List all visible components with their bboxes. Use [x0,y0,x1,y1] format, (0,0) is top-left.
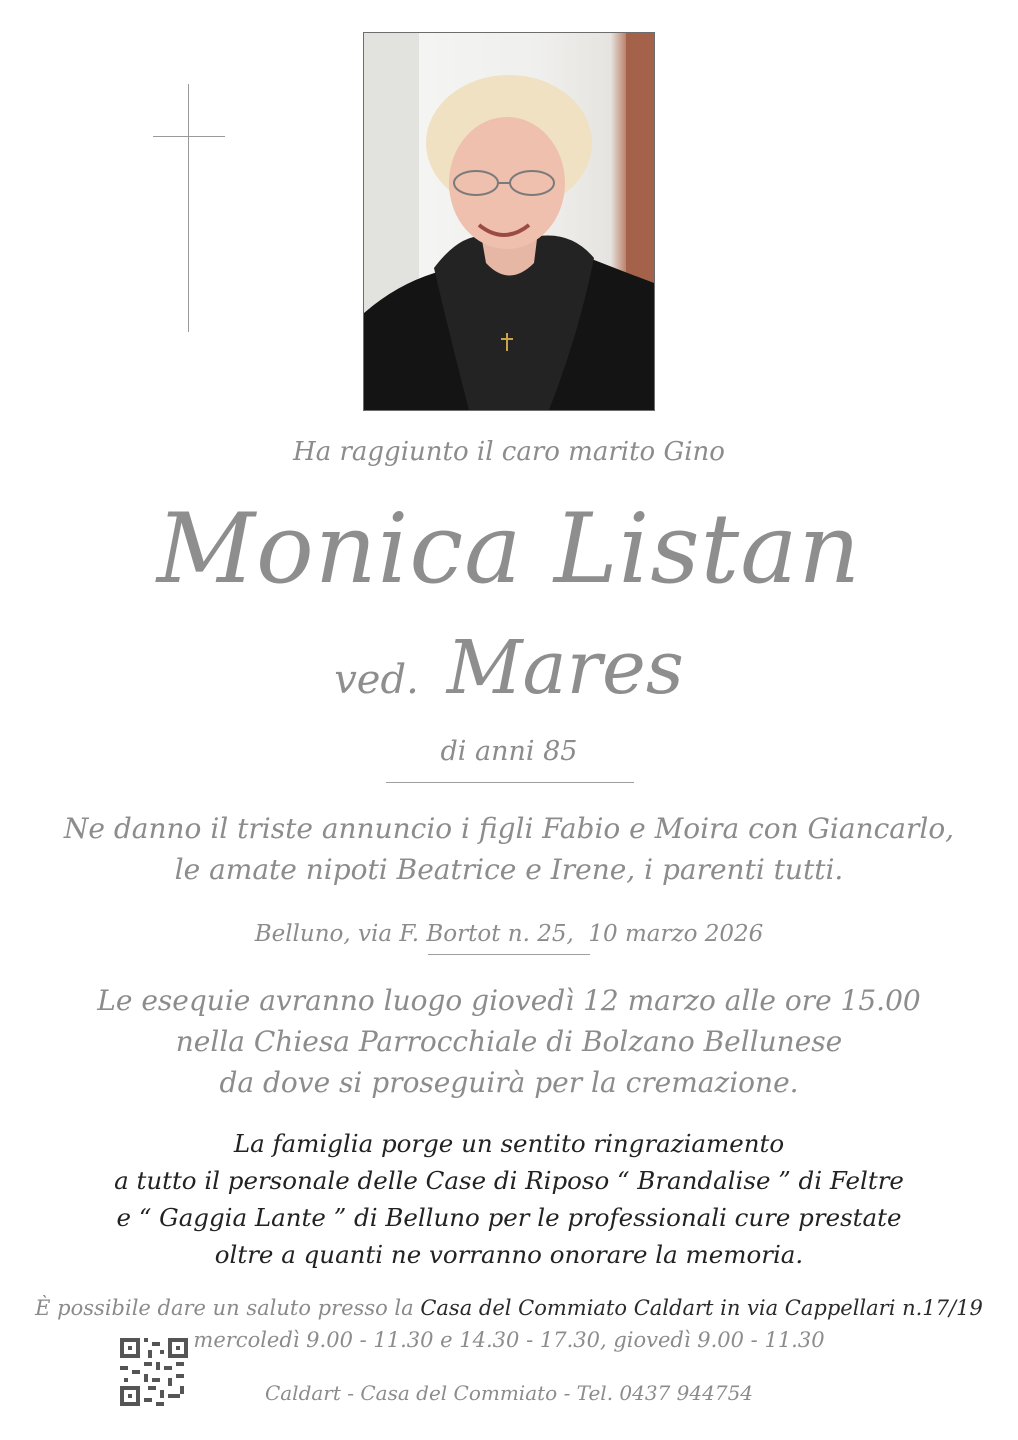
thanks-line: e “ Gaggia Lante ” di Belluno per le professionali cure prestate [116,1203,902,1232]
cross-vertical-bar [188,84,189,332]
announcement-line: Ne danno il triste annuncio i figli Fabio e Moira con Giancarlo, [63,812,955,845]
funeral-line: Le esequie avranno luogo giovedì 12 marzo alle ore 15.00 [97,984,921,1017]
deceased-name: Monica Listan [156,493,862,605]
visit-location: Casa del Commiato Caldart in via Cappellari n.17/19 [420,1296,983,1320]
intro-text: Ha raggiunto il caro marito Gino [293,437,725,467]
place-date: Belluno, via F. Bortot n. 25, 10 marzo 2026 [254,921,764,947]
widow-prefix: ved. [334,657,419,703]
announcement-block [0,808,1018,890]
announcement-line: le amate nipoti Beatrice e Irene, i parenti tutti. [174,853,844,886]
divider-rule [386,782,634,783]
thanks-line: a tutto il personale delle Case di Riposo “ Brandalise ” di Feltre [114,1166,904,1195]
visit-intro: È possibile dare un saluto presso la [35,1296,414,1320]
age-text: di anni 85 [440,736,578,767]
thanks-block [0,1125,1018,1273]
portrait-illustration [364,33,654,410]
cross-horizontal-bar [153,136,225,137]
widow-line [0,625,1018,711]
funeral-line: nella Chiesa Parrocchiale di Bolzano Bellunese [175,1025,843,1058]
visit-hours: mercoledì 9.00 - 11.30 e 14.30 - 17.30, giovedì 9.00 - 11.30 [193,1328,825,1352]
visit-info [0,1296,1018,1320]
footer-contact: Caldart - Casa del Commiato - Tel. 0437 944754 [264,1381,754,1405]
divider-rule [428,954,590,955]
portrait-photo [363,32,655,411]
funeral-line: da dove si proseguirà per la cremazione. [219,1066,799,1099]
widow-name: Mares [446,625,684,711]
thanks-line: oltre a quanti ne vorranno onorare la memoria. [214,1240,804,1269]
funeral-block [0,980,1018,1103]
thanks-line: La famiglia porge un sentito ringraziamento [233,1129,785,1158]
